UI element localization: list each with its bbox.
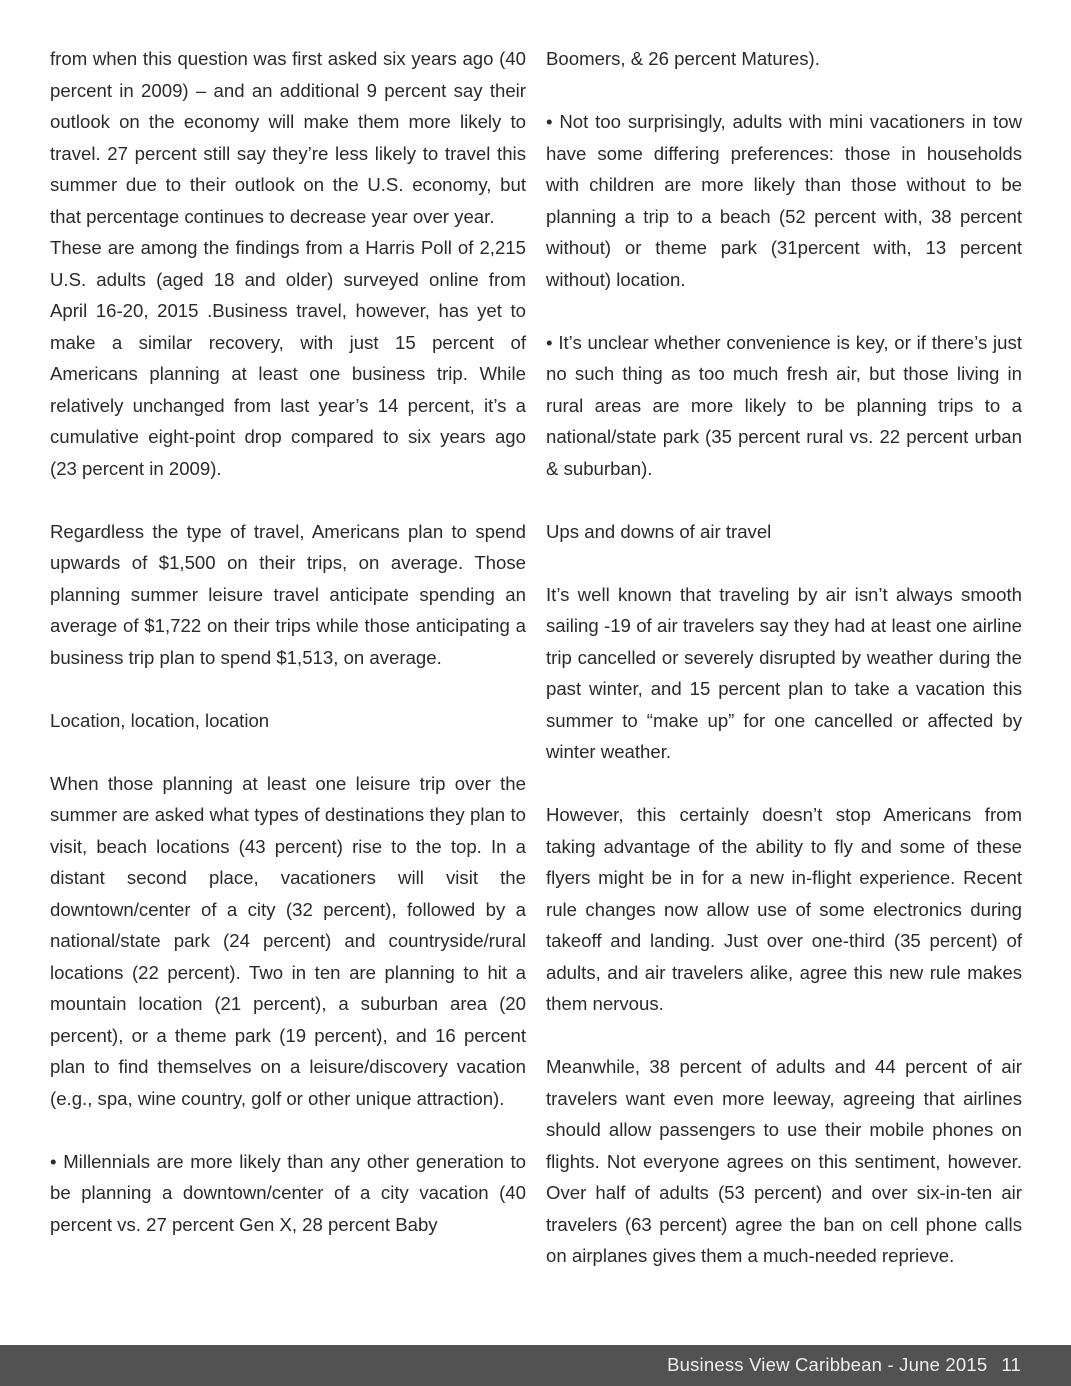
paragraph-spacer — [50, 484, 526, 516]
article-paragraph: Ups and downs of air travel — [546, 520, 772, 542]
article-paragraph: • Millennials are more likely than any other generation to be planning a downtown/center of a city vacation (40 percent vs. 27 percent Gen X, 28 percent Baby — [50, 1150, 526, 1235]
article-paragraph: from when this question was first asked six years ago (40 percent in 2009) – and an additional 9 percent say their outlook on the economy will make them more likely to travel. 27 percent still say they’re less likely to travel this summer due to their outlook on the U.S. economy, but that percentage continues to decrease year over year. — [50, 48, 526, 227]
paragraph-spacer — [546, 1020, 1022, 1052]
footer-text — [667, 1354, 1021, 1376]
page-number: 11 — [1001, 1354, 1021, 1375]
page-footer — [0, 1345, 1071, 1386]
paragraph-spacer — [546, 295, 1022, 327]
article-paragraph: It’s well known that traveling by air isn’t always smooth sailing -19 of air travelers say they had at least one airline trip cancelled or severely disrupted by weather during the past winter, and 15 percent plan to take a vacation this summer to “make up” for one cancelled or affected by winter weather. — [546, 583, 1022, 762]
paragraph-spacer — [50, 1114, 526, 1146]
paragraph-spacer — [50, 673, 526, 705]
paragraph-spacer — [50, 736, 526, 768]
paragraph-spacer — [546, 768, 1022, 800]
article-paragraph: Boomers, & 26 percent Matures). — [546, 48, 820, 69]
paragraph-spacer — [546, 484, 1022, 516]
article-paragraph: • It’s unclear whether convenience is key, or if there’s just no such thing as too much fresh air, but those living in rural areas are more likely to be planning trips to a national/state park (35 percent rural vs. 22 percent urban & suburban). — [546, 331, 1022, 479]
article-paragraph: Regardless the type of travel, Americans plan to spend upwards of $1,500 on their trips, on average. Those planning summer leisure travel anticipate spending an average of $1,722 on their trips while those anticipating a business trip plan to spend $1,513, on average. — [50, 520, 526, 668]
paragraph-spacer — [546, 547, 1022, 579]
left-column — [50, 43, 526, 1240]
article-paragraph: When those planning at least one leisure trip over the summer are asked what types of destinations they plan to visit, beach locations (43 percent) rise to the top. In a distant second place, vacationers will visit the downtown/center of a city (32 percent), followed by a national/state park (24 percent) and countryside/rural locations (22 percent). Two in ten are planning to hit a mountain location (21 percent), a suburban area (20 percent), or a theme park (19 percent), and 16 percent plan to find themselves on a leisure/discovery vacation (e.g., spa, wine country, golf or other unique attraction). — [50, 772, 526, 1109]
article-paragraph: • Not too surprisingly, adults with mini vacationers in tow have some differing preferences: those in households with children are more likely than those without to be planning a trip to a beach (52 percent with, 38 percent without) or theme park (31percent with, 13 percent without) location. — [546, 111, 1022, 290]
footer-publication: Business View Caribbean - June 2015 — [667, 1354, 988, 1375]
paragraph-spacer — [546, 75, 1022, 107]
right-column — [546, 43, 1022, 1272]
article-paragraph: These are among the findings from a Harris Poll of 2,215 U.S. adults (aged 18 and older) surveyed online from April 16-20, 2015 .Business travel, however, has yet to make a similar recovery, with just 15 percent of Americans planning at least one business trip. While relatively unchanged from last year’s 14 percent, it’s a cumulative eight-point drop compared to six years ago (23 percent in 2009). — [50, 237, 526, 479]
article-paragraph: Meanwhile, 38 percent of adults and 44 percent of air travelers want even more leeway, agreeing that airlines should allow passengers to use their mobile phones on flights. Not everyone agrees on this sentiment, however. Over half of adults (53 percent) and over six-in-ten air travelers (63 percent) agree the ban on cell phone calls on airplanes gives them a much-needed reprieve. — [546, 1056, 1022, 1266]
article-paragraph: However, this certainly doesn’t stop Americans from taking advantage of the ability to fly and some of these flyers might be in for a new in-flight experience. Recent rule changes now allow use of some electronics during takeoff and landing. Just over one-third (35 percent) of adults, and air travelers alike, agree this new rule makes them nervous. — [546, 804, 1022, 1014]
article-paragraph: Location, location, location — [50, 709, 270, 731]
